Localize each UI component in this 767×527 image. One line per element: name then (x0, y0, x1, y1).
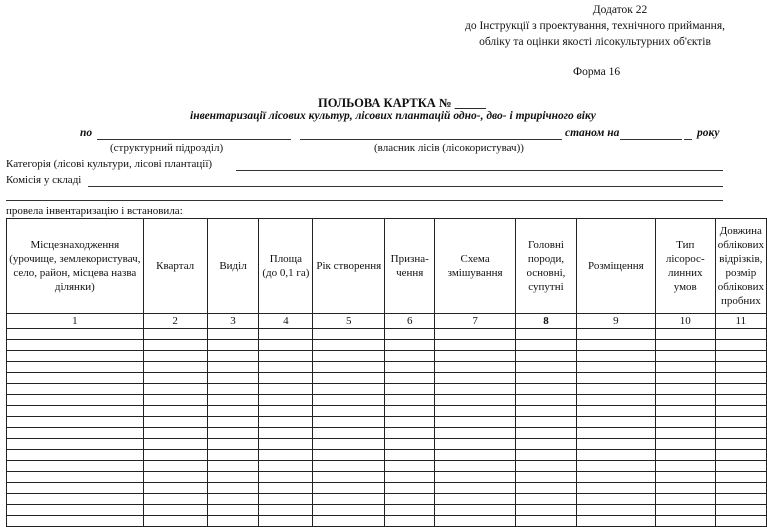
table-cell[interactable] (143, 351, 207, 362)
blank-rows (7, 329, 767, 527)
year-label: року (697, 127, 720, 139)
table-cell[interactable] (576, 340, 655, 351)
table-cell[interactable] (715, 417, 766, 428)
col-header-sample-length: Довжина облікових відрізків, розмір облікових пробних (715, 219, 766, 314)
table-cell[interactable] (7, 494, 144, 505)
table-cell[interactable] (516, 395, 577, 406)
category-label: Категорія (лісові культури, лісові плантації) (6, 158, 213, 170)
col-header-area: Площа (до 0,1 га) (259, 219, 313, 314)
table-cell[interactable] (576, 351, 655, 362)
table-cell[interactable] (7, 362, 144, 373)
table-cell[interactable] (207, 351, 259, 362)
table-header-row (7, 219, 767, 314)
table-cell[interactable] (385, 428, 435, 439)
table-row (7, 417, 767, 428)
table-cell[interactable] (516, 516, 577, 527)
table-cell[interactable] (576, 406, 655, 417)
table-cell[interactable] (143, 505, 207, 516)
commission-field-1[interactable] (88, 186, 723, 187)
col-header-main-species: Головні породи, основні, супутні (516, 219, 577, 314)
table-row (7, 494, 767, 505)
table-cell[interactable] (7, 505, 144, 516)
table-cell[interactable] (259, 417, 313, 428)
table-cell[interactable] (207, 384, 259, 395)
table-cell[interactable] (715, 373, 766, 384)
col-header-mixing-scheme: Схема змішування (435, 219, 516, 314)
table-row (7, 472, 767, 483)
table-cell[interactable] (435, 340, 516, 351)
table-cell[interactable] (715, 472, 766, 483)
table-cell[interactable] (313, 461, 385, 472)
table-cell[interactable] (207, 461, 259, 472)
table-cell[interactable] (516, 483, 577, 494)
table-cell[interactable] (576, 362, 655, 373)
table-cell[interactable] (143, 373, 207, 384)
table-cell[interactable] (313, 384, 385, 395)
col-number: 10 (655, 314, 715, 329)
table-row (7, 439, 767, 450)
table-cell[interactable] (516, 362, 577, 373)
table-cell[interactable] (207, 362, 259, 373)
table-cell[interactable] (385, 373, 435, 384)
table-cell[interactable] (516, 450, 577, 461)
po-label: по (80, 127, 93, 139)
table-cell[interactable] (313, 373, 385, 384)
table-cell[interactable] (207, 373, 259, 384)
table-cell[interactable] (143, 516, 207, 527)
table-cell[interactable] (516, 439, 577, 450)
col-header-quarter: Квартал (143, 219, 207, 314)
table-cell[interactable] (576, 395, 655, 406)
col-number: 8 (516, 314, 577, 329)
col-header-placement: Розміщення (576, 219, 655, 314)
col-number: 6 (385, 314, 435, 329)
table-cell[interactable] (313, 505, 385, 516)
table-cell[interactable] (313, 395, 385, 406)
table-cell[interactable] (385, 472, 435, 483)
table-cell[interactable] (655, 450, 715, 461)
table-cell[interactable] (655, 505, 715, 516)
table-cell[interactable] (313, 494, 385, 505)
table-cell[interactable] (313, 439, 385, 450)
table-cell[interactable] (207, 428, 259, 439)
table-cell[interactable] (259, 406, 313, 417)
table-cell[interactable] (576, 483, 655, 494)
table-cell[interactable] (655, 428, 715, 439)
table-cell[interactable] (259, 329, 313, 340)
table-cell[interactable] (143, 329, 207, 340)
table-cell[interactable] (259, 351, 313, 362)
table-cell[interactable] (655, 406, 715, 417)
table-cell[interactable] (715, 406, 766, 417)
table-cell[interactable] (435, 329, 516, 340)
table-cell[interactable] (385, 461, 435, 472)
table-cell[interactable] (207, 516, 259, 527)
table-cell[interactable] (435, 384, 516, 395)
table-row (7, 428, 767, 439)
table-cell[interactable] (259, 472, 313, 483)
table-cell[interactable] (7, 395, 144, 406)
table-cell[interactable] (143, 362, 207, 373)
table-cell[interactable] (576, 505, 655, 516)
table-cell[interactable] (655, 340, 715, 351)
table-cell[interactable] (715, 428, 766, 439)
table-cell[interactable] (576, 450, 655, 461)
commission-field-2[interactable] (6, 200, 723, 201)
table-cell[interactable] (435, 472, 516, 483)
table-cell[interactable] (435, 406, 516, 417)
table-cell[interactable] (715, 483, 766, 494)
table-cell[interactable] (655, 439, 715, 450)
table-cell[interactable] (715, 505, 766, 516)
table-row (7, 483, 767, 494)
conducted-label: провела інвентаризацію і встановила: (6, 205, 183, 217)
table-cell[interactable] (435, 461, 516, 472)
table-cell[interactable] (655, 472, 715, 483)
table-cell[interactable] (7, 384, 144, 395)
table-cell[interactable] (715, 329, 766, 340)
table-cell[interactable] (7, 329, 144, 340)
table-cell[interactable] (313, 472, 385, 483)
table-cell[interactable] (516, 428, 577, 439)
table-cell[interactable] (207, 505, 259, 516)
table-row (7, 351, 767, 362)
table-cell[interactable] (715, 494, 766, 505)
table-cell[interactable] (385, 329, 435, 340)
table-cell[interactable] (435, 362, 516, 373)
table-cell[interactable] (435, 417, 516, 428)
table-cell[interactable] (143, 450, 207, 461)
table-cell[interactable] (385, 439, 435, 450)
table-cell[interactable] (715, 340, 766, 351)
col-header-subcompartment: Виділ (207, 219, 259, 314)
table-cell[interactable] (576, 384, 655, 395)
col-number: 2 (143, 314, 207, 329)
table-cell[interactable] (655, 417, 715, 428)
table-cell[interactable] (715, 362, 766, 373)
table-cell[interactable] (516, 340, 577, 351)
table-cell[interactable] (385, 351, 435, 362)
table-cell[interactable] (516, 417, 577, 428)
table-cell[interactable] (516, 494, 577, 505)
table-cell[interactable] (385, 516, 435, 527)
table-cell[interactable] (259, 373, 313, 384)
table-cell[interactable] (385, 395, 435, 406)
table-cell[interactable] (516, 373, 577, 384)
table-cell[interactable] (655, 516, 715, 527)
table-cell[interactable] (435, 483, 516, 494)
forest-owner-field[interactable] (300, 139, 562, 140)
table-cell[interactable] (207, 439, 259, 450)
table-row (7, 461, 767, 472)
table-cell[interactable] (655, 373, 715, 384)
table-cell[interactable] (7, 516, 144, 527)
commission-label: Комісія у складі (6, 174, 82, 186)
table-cell[interactable] (655, 395, 715, 406)
table-cell[interactable] (715, 351, 766, 362)
table-cell[interactable] (313, 406, 385, 417)
table-cell[interactable] (7, 340, 144, 351)
table-cell[interactable] (7, 461, 144, 472)
table-cell[interactable] (435, 373, 516, 384)
table-cell[interactable] (385, 384, 435, 395)
table-cell[interactable] (655, 362, 715, 373)
table-cell[interactable] (259, 461, 313, 472)
table-cell[interactable] (207, 494, 259, 505)
structural-unit-field[interactable] (97, 139, 291, 140)
appendix-line-1: Додаток 22 (592, 4, 648, 16)
table-cell[interactable] (143, 494, 207, 505)
table-cell[interactable] (435, 428, 516, 439)
table-row (7, 384, 767, 395)
table-cell[interactable] (143, 472, 207, 483)
table-cell[interactable] (207, 340, 259, 351)
col-header-location: Місцезнаходження (урочище, землекористувач, село, район, місцева назва ділянки) (7, 219, 144, 314)
col-number: 1 (7, 314, 144, 329)
table-cell[interactable] (576, 439, 655, 450)
table-cell[interactable] (385, 406, 435, 417)
table-cell[interactable] (7, 373, 144, 384)
table-cell[interactable] (259, 516, 313, 527)
date-field[interactable] (620, 139, 682, 140)
table-cell[interactable] (143, 417, 207, 428)
table-cell[interactable] (715, 450, 766, 461)
table-cell[interactable] (516, 472, 577, 483)
table-cell[interactable] (516, 351, 577, 362)
table-cell[interactable] (207, 406, 259, 417)
table-cell[interactable] (313, 362, 385, 373)
table-cell[interactable] (259, 450, 313, 461)
table-cell[interactable] (385, 362, 435, 373)
table-cell[interactable] (435, 395, 516, 406)
table-cell[interactable] (655, 329, 715, 340)
table-cell[interactable] (143, 483, 207, 494)
form-number: Форма 16 (573, 66, 621, 78)
table-cell[interactable] (385, 494, 435, 505)
table-cell[interactable] (313, 516, 385, 527)
table-cell[interactable] (655, 384, 715, 395)
table-cell[interactable] (576, 373, 655, 384)
table-cell[interactable] (259, 483, 313, 494)
structural-unit-hint: (структурний підрозділ) (110, 142, 224, 154)
table-cell[interactable] (7, 351, 144, 362)
table-cell[interactable] (7, 428, 144, 439)
table-cell[interactable] (143, 395, 207, 406)
card-title: ПОЛЬОВА КАРТКА № _____ (318, 96, 486, 110)
table-cell[interactable] (259, 428, 313, 439)
appendix-line-2: до Інструкції з проектування, технічного приймання, (464, 20, 725, 32)
table-cell[interactable] (143, 340, 207, 351)
appendix-line-3: обліку та оцінки якості лісокультурних об'єктів (479, 36, 711, 48)
table-cell[interactable] (313, 351, 385, 362)
table-cell[interactable] (7, 439, 144, 450)
table-cell[interactable] (7, 417, 144, 428)
col-header-site-type: Тип лісорос-линних умов (655, 219, 715, 314)
table-cell[interactable] (143, 406, 207, 417)
col-number: 7 (435, 314, 516, 329)
col-number: 3 (207, 314, 259, 329)
table-cell[interactable] (385, 505, 435, 516)
table-cell[interactable] (7, 483, 144, 494)
table-cell[interactable] (576, 472, 655, 483)
table-cell[interactable] (576, 516, 655, 527)
table-cell[interactable] (207, 417, 259, 428)
table-cell[interactable] (207, 395, 259, 406)
date-field-tail[interactable] (684, 139, 692, 140)
table-cell[interactable] (313, 329, 385, 340)
table-row (7, 516, 767, 527)
table-cell[interactable] (655, 351, 715, 362)
table-cell[interactable] (576, 329, 655, 340)
table-row (7, 395, 767, 406)
table-cell[interactable] (516, 329, 577, 340)
col-number: 9 (576, 314, 655, 329)
table-row (7, 505, 767, 516)
table-cell[interactable] (655, 461, 715, 472)
as-of-label: станом на (565, 127, 620, 139)
col-header-year-created: Рік створення (313, 219, 385, 314)
table-cell[interactable] (313, 483, 385, 494)
column-number-row (7, 314, 767, 329)
table-cell[interactable] (313, 417, 385, 428)
col-number: 4 (259, 314, 313, 329)
inventory-table (6, 218, 767, 527)
table-cell[interactable] (715, 461, 766, 472)
table-cell[interactable] (259, 384, 313, 395)
table-row (7, 373, 767, 384)
table-cell[interactable] (655, 494, 715, 505)
col-header-purpose: Призна-чення (385, 219, 435, 314)
col-number: 11 (715, 314, 766, 329)
table-cell[interactable] (143, 461, 207, 472)
table-cell[interactable] (143, 428, 207, 439)
table-row (7, 450, 767, 461)
table-cell[interactable] (435, 351, 516, 362)
table-cell[interactable] (313, 340, 385, 351)
table-cell[interactable] (715, 395, 766, 406)
table-cell[interactable] (313, 450, 385, 461)
table-cell[interactable] (576, 428, 655, 439)
table-row (7, 362, 767, 373)
table-cell[interactable] (207, 450, 259, 461)
table-cell[interactable] (435, 439, 516, 450)
table-cell[interactable] (259, 494, 313, 505)
table-cell[interactable] (259, 340, 313, 351)
table-cell[interactable] (576, 461, 655, 472)
table-cell[interactable] (385, 417, 435, 428)
table-cell[interactable] (7, 472, 144, 483)
table-cell[interactable] (259, 362, 313, 373)
table-cell[interactable] (259, 505, 313, 516)
table-cell[interactable] (655, 483, 715, 494)
table-cell[interactable] (207, 472, 259, 483)
table-cell[interactable] (715, 384, 766, 395)
table-cell[interactable] (385, 340, 435, 351)
table-cell[interactable] (576, 417, 655, 428)
table-cell[interactable] (516, 384, 577, 395)
table-cell[interactable] (435, 494, 516, 505)
table-cell[interactable] (259, 395, 313, 406)
table-cell[interactable] (207, 483, 259, 494)
table-cell[interactable] (435, 516, 516, 527)
table-cell[interactable] (313, 428, 385, 439)
table-cell[interactable] (715, 439, 766, 450)
card-subtitle: інвентаризації лісових культур, лісових плантацій одно-, дво- і трирічного віку (190, 110, 596, 122)
category-field[interactable] (236, 170, 723, 171)
table-cell[interactable] (516, 505, 577, 516)
table-cell[interactable] (385, 450, 435, 461)
col-number: 5 (313, 314, 385, 329)
table-cell[interactable] (516, 406, 577, 417)
forest-owner-hint: (власник лісів (лісокористувач)) (374, 142, 524, 154)
table-cell[interactable] (259, 439, 313, 450)
table-cell[interactable] (715, 516, 766, 527)
table-cell[interactable] (435, 505, 516, 516)
table-row (7, 406, 767, 417)
table-cell[interactable] (7, 406, 144, 417)
table-cell[interactable] (516, 461, 577, 472)
table-cell[interactable] (435, 450, 516, 461)
table-cell[interactable] (385, 483, 435, 494)
table-cell[interactable] (576, 494, 655, 505)
table-row (7, 329, 767, 340)
table-cell[interactable] (207, 329, 259, 340)
table-cell[interactable] (143, 439, 207, 450)
table-cell[interactable] (143, 384, 207, 395)
table-row (7, 340, 767, 351)
table-cell[interactable] (7, 450, 144, 461)
